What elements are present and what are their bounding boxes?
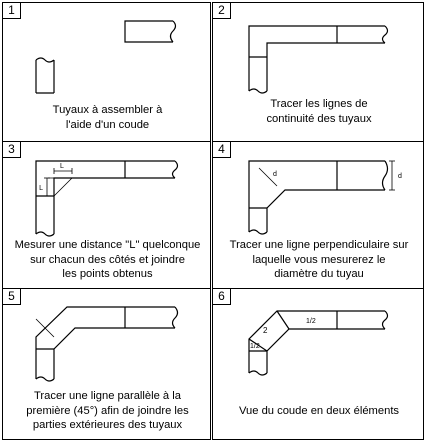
step-5-panel (2, 288, 211, 440)
pipe-break-end (171, 21, 176, 42)
pipe-break-end (36, 58, 54, 62)
elbow-outline (267, 43, 385, 91)
elbow-procedure-grid (2, 2, 424, 440)
step-number: 2 (212, 2, 231, 19)
pipe-break-end (249, 230, 267, 234)
pipe-break-end (36, 377, 54, 381)
step-1-panel (2, 2, 211, 142)
step-number: 5 (2, 288, 21, 305)
dimension-label-l: L (60, 163, 64, 170)
step-4-panel (212, 141, 424, 289)
elbow-outline (267, 329, 385, 373)
step-3-panel (2, 141, 211, 289)
step-2-panel (212, 2, 424, 142)
pipe-break-end (383, 26, 388, 43)
step-caption: Tracer les lignes de continuité des tuyaux (266, 98, 372, 125)
elbow-segment-line (277, 311, 289, 329)
step-6-panel (212, 288, 424, 440)
step-caption: Vue du coude en deux éléments (238, 405, 400, 417)
elbow-outline (267, 190, 385, 232)
pipe-break-end (36, 232, 54, 236)
elbow-outline (249, 161, 385, 232)
elbow-outline (36, 161, 175, 234)
segment-label-half: 1/2 (250, 343, 260, 350)
diameter-label: d (398, 173, 402, 180)
pipe-break-end (173, 307, 178, 328)
elbow-outline (54, 178, 175, 234)
diameter-label: d (273, 171, 277, 178)
step-caption: Tracer une ligne parallèle à la première (45°) afin de joindre les parties extérieures des tuyaux (26, 390, 189, 431)
elbow-outline (54, 328, 175, 379)
step-number: 1 (2, 2, 21, 19)
joining-line (54, 178, 72, 196)
vertical-pipe (36, 60, 54, 93)
dimension-label-l: L (39, 185, 43, 192)
elbow-outline (36, 307, 175, 379)
pipe-break-end (249, 371, 267, 375)
segment-label-half: 1/2 (306, 318, 316, 325)
step-caption: Mesurer une distance "L" quelconque sur chacun des côtés et joindre les points obtenus (14, 239, 201, 280)
pipe-break-end (383, 311, 388, 329)
step-number: 3 (2, 141, 21, 158)
segment-label-two: 2 (263, 326, 268, 335)
pipe-break-end (383, 161, 388, 190)
pipe-break-end (173, 161, 178, 178)
elbow-outline (249, 311, 385, 373)
step-number: 6 (212, 288, 231, 305)
pipe-break-end (249, 89, 267, 93)
step-number: 4 (212, 141, 231, 158)
step-caption: Tuyaux à assembler à l'aide d'un coude (52, 104, 163, 131)
horizontal-pipe (125, 21, 173, 42)
step-caption: Tracer une ligne perpendiculaire sur laquelle vous mesurerez le diamètre du tuyau (229, 239, 409, 280)
elbow-outline (249, 26, 385, 91)
